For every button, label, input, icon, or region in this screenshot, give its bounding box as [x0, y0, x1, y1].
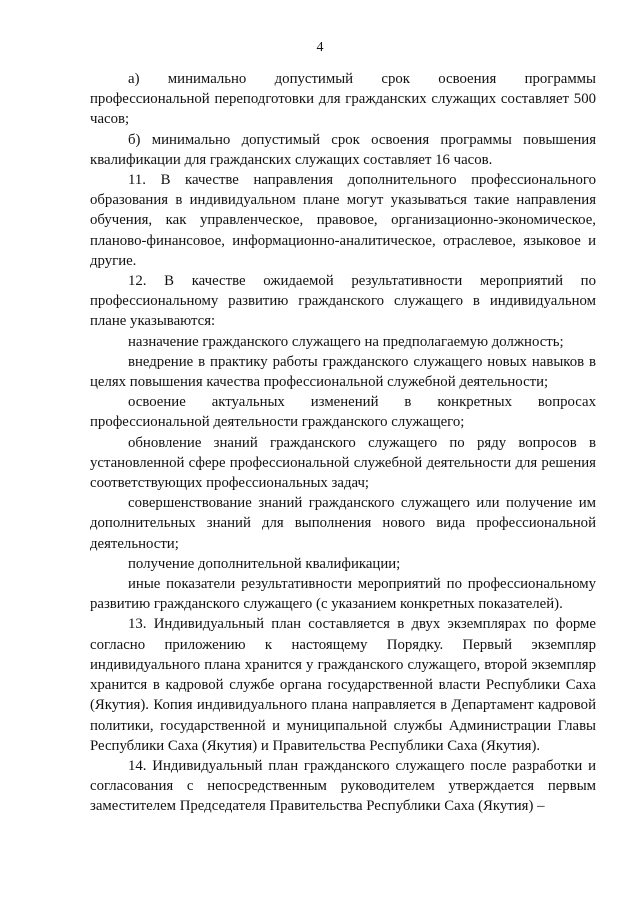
- paragraph-item-b: б) минимально допустимый срок освоения программы повышения квалификации для гражданских служащих составляет 16 часов.: [90, 131, 596, 168]
- paragraph-12-item-4: обновление знаний гражданского служащего по ряду вопросов в установленной сфере профессиональной служебной деятельности для решения соответствующих профессиональных задач;: [90, 434, 596, 492]
- paragraph-14: 14. Индивидуальный план гражданского служащего после разработки и согласования с непосредственным руководителем утверждается первым заместителем Председателя Правительства Республики Саха (Якутия) –: [90, 757, 596, 815]
- paragraph-12: 12. В качестве ожидаемой результативности мероприятий по профессиональному развитию гражданского служащего в индивидуальном плане указываются:: [90, 273, 596, 330]
- paragraph-12-item-5: совершенствование знаний гражданского служащего или получение им дополнительных знаний для выполнения нового вида профессиональной деятельности;: [90, 495, 596, 552]
- paragraph-12-item-3: освоение актуальных изменений в конкретных вопросах профессиональной деятельности гражданского служащего;: [90, 394, 596, 431]
- paragraph-12-item-1: назначение гражданского служащего на предполагаемую должность;: [128, 333, 564, 350]
- paragraph-12-item-6: получение дополнительной квалификации;: [128, 555, 401, 572]
- paragraph-item-a: а) минимально допустимый срок освоения программы профессиональной переподготовки для гражданских служащих составляет 500 часов;: [90, 71, 596, 128]
- paragraph-12-item-2: внедрение в практику работы гражданского служащего новых навыков в целях повышения качества профессиональной служебной деятельности;: [90, 353, 596, 391]
- paragraph-12-item-7: иные показатели результативности мероприятий по профессиональному развитию гражданского служащего (с указанием конкретных показателей).: [90, 576, 596, 613]
- document-body: [90, 69, 596, 817]
- page-number: 4: [316, 40, 324, 55]
- paragraph-13: 13. Индивидуальный план составляется в двух экземплярах по форме согласно приложению к настоящему Порядку. Первый экземпляр индивидуального плана хранится у гражданского служащего, второй экземпляр хранится в кадровой службе органа государственной власти Республики Саха (Якутия). Копия индивидуального плана направляется в Департамент кадровой политики, государственной и муниципальной службы Администрации Главы Республики Саха (Якутия) и Правительства Республики Саха (Якутия).: [90, 616, 596, 754]
- paragraph-11: 11. В качестве направления дополнительного профессионального образования в индивидуальном плане могут указываться такие направления обучения, как управленческое, правовое, организационно-экономическое, планово-финансовое, информационно-аналитическое, отраслевое, языковое и другие.: [90, 172, 596, 269]
